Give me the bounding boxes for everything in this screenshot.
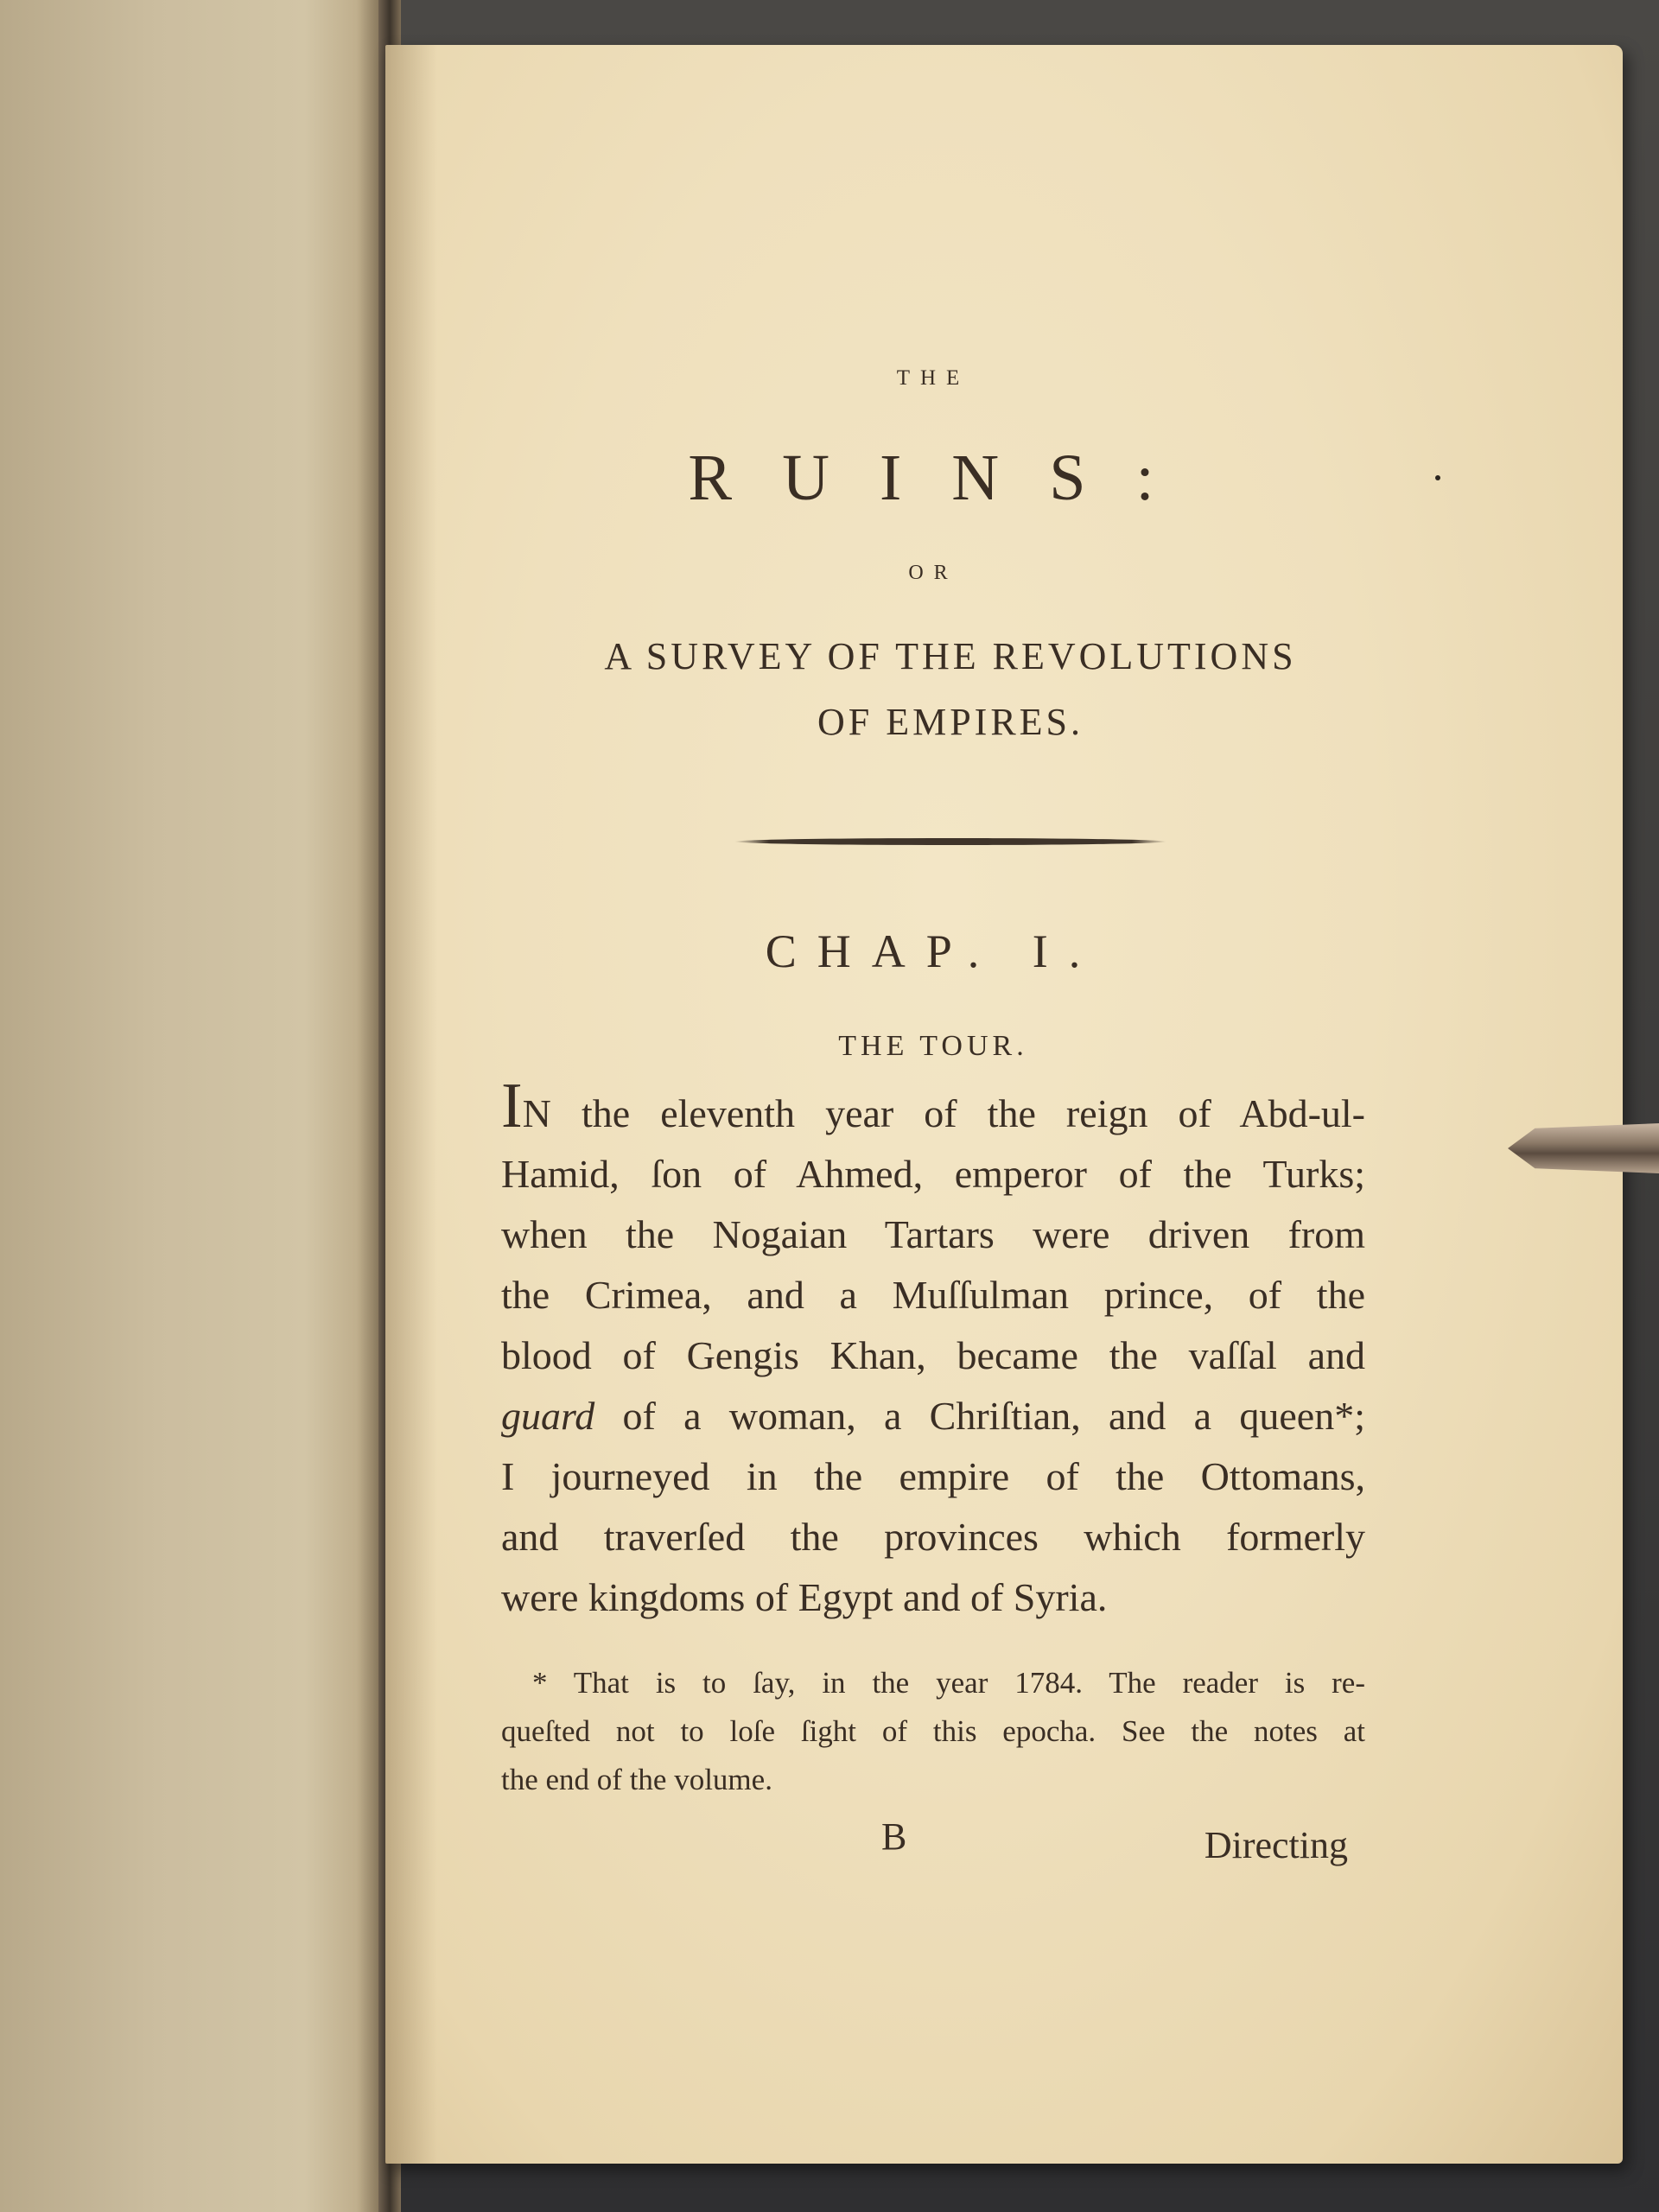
drop-cap: I [501, 1071, 523, 1141]
right-page [385, 45, 1623, 2164]
catchword: Directing [1204, 1824, 1348, 1866]
paper-speck [1435, 475, 1440, 480]
footnote-line: the end of the volume. [501, 1763, 772, 1796]
chapter-subtitle: THE TOUR. [838, 1030, 1028, 1062]
title-or: OR [908, 562, 958, 584]
body-paragraph [501, 1071, 1365, 1628]
left-page [0, 0, 391, 2212]
body-line: were kingdoms of Egypt and of Syria. [501, 1575, 1108, 1619]
footnote-line: * That is to ſay, in the year 1784. The reader is re- [532, 1666, 1365, 1700]
main-title: RUINS: [688, 442, 1205, 514]
body-line: guard of a woman, a Chriſtian, and a queen*; [501, 1394, 1365, 1438]
body-line: IN the eleventh year of the reign of Abd-ul- [501, 1071, 1365, 1141]
subtitle [518, 624, 1382, 755]
subtitle-line-2: OF EMPIRES. [817, 701, 1084, 743]
body-line: Hamid, ſon of Ahmed, emperor of the Turks; [501, 1152, 1365, 1196]
body-line: when the Nogaian Tartars were driven from [501, 1212, 1365, 1256]
body-line: I journeyed in the empire of the Ottomans, [501, 1454, 1365, 1498]
title-the: THE [896, 366, 970, 390]
subtitle-line-1: A SURVEY OF THE REVOLUTIONS [604, 635, 1297, 677]
signature-mark: B [881, 1815, 907, 1858]
italic-word: guard [501, 1394, 595, 1438]
chapter-heading: CHAP. I. [765, 925, 1102, 977]
body-line: the Crimea, and a Muſſulman prince, of the [501, 1273, 1365, 1317]
body-line: blood of Gengis Khan, became the vaſſal and [501, 1333, 1365, 1377]
footnote-line: queſted not to loſe ſight of this epocha. See the notes at [501, 1714, 1365, 1748]
footnote [501, 1659, 1365, 1804]
body-line: and traverſed the provinces which formerly [501, 1515, 1365, 1559]
divider-rule [734, 838, 1166, 845]
